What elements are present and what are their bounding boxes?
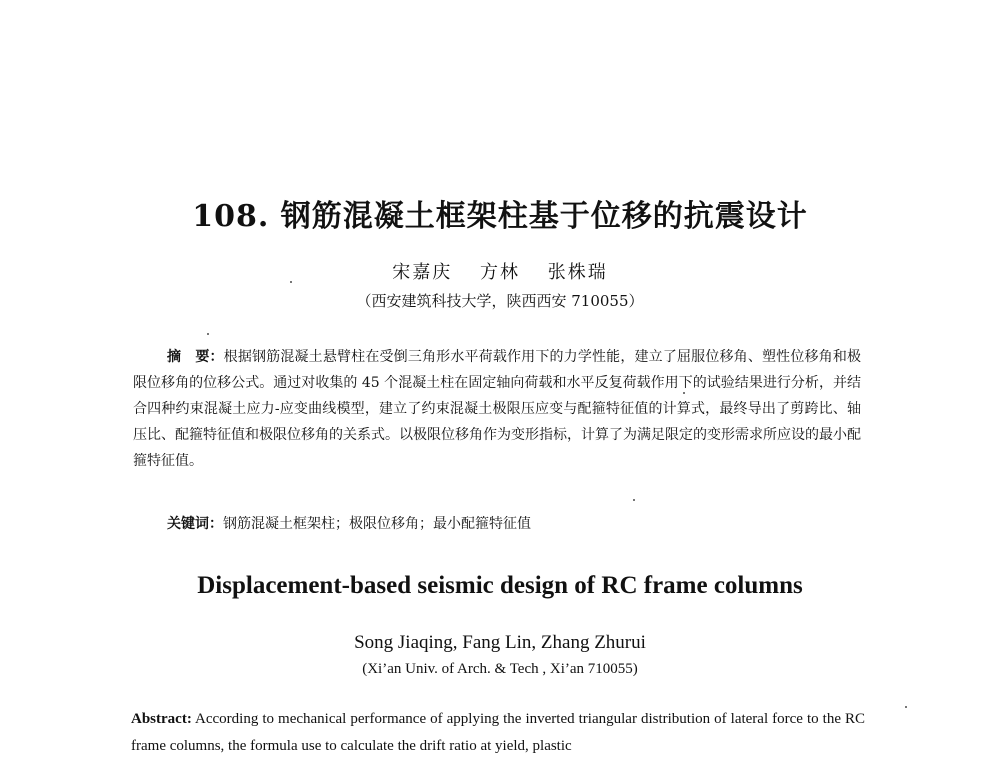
author-cn-2: 方林 — [480, 262, 520, 283]
chinese-abstract — [133, 344, 861, 474]
chinese-keywords-label: 关键词： — [167, 516, 223, 532]
english-authors: Song Jiaqing, Fang Lin, Zhang Zhurui — [354, 632, 646, 653]
english-abstract-text: According to mechanical performance of applying the inverted triangular distribution of lateral force to the RC frame columns, the formula use to calculate the drift ratio at yield, plastic — [131, 711, 865, 754]
chinese-abstract-text: 根据钢筋混凝土悬臂柱在受倒三角形水平荷载作用下的力学性能，建立了屈服位移角、塑性位移角和极限位移角的位移公式。通过对收集的 45 个混凝土柱在固定轴向荷载和水平反复荷载作用下的试验结果进行分析，并结合四种约束混凝土应力-应变曲线模型，建立了约束混凝土极限压应变与配箍特征值的计算式，最终导出了剪跨比、轴压比、配箍特征值和极限位移角的关系式。以极限位移角作为变形指标，计算了为满足限定的变形需求所应设的最小配箍特征值。 — [133, 349, 862, 469]
english-affiliation: (Xi’an Univ. of Arch. & Tech , Xi’an 710055) — [362, 661, 638, 677]
english-title: Displacement-based seismic design of RC frame columns — [197, 572, 803, 599]
chinese-keywords-text: 钢筋混凝土框架柱；极限位移角；最小配箍特征值 — [223, 516, 531, 532]
scan-speck — [207, 333, 209, 335]
author-cn-3: 张株瑞 — [547, 262, 608, 283]
scan-speck — [905, 706, 907, 708]
scan-speck — [633, 499, 635, 501]
chinese-title: 108. 钢筋混凝土框架柱基于位移的抗震设计 — [192, 199, 808, 234]
chinese-abstract-label: 摘 要： — [167, 349, 224, 365]
chinese-keywords — [167, 512, 867, 536]
scan-speck — [290, 281, 292, 283]
chinese-affiliation: （西安建筑科技大学，陕西西安 710055） — [356, 292, 644, 310]
scan-speck — [683, 392, 685, 394]
chinese-authors — [0, 258, 1000, 284]
english-abstract — [131, 706, 865, 760]
author-cn-1: 宋嘉庆 — [392, 262, 453, 283]
english-abstract-label: Abstract: — [131, 711, 192, 727]
